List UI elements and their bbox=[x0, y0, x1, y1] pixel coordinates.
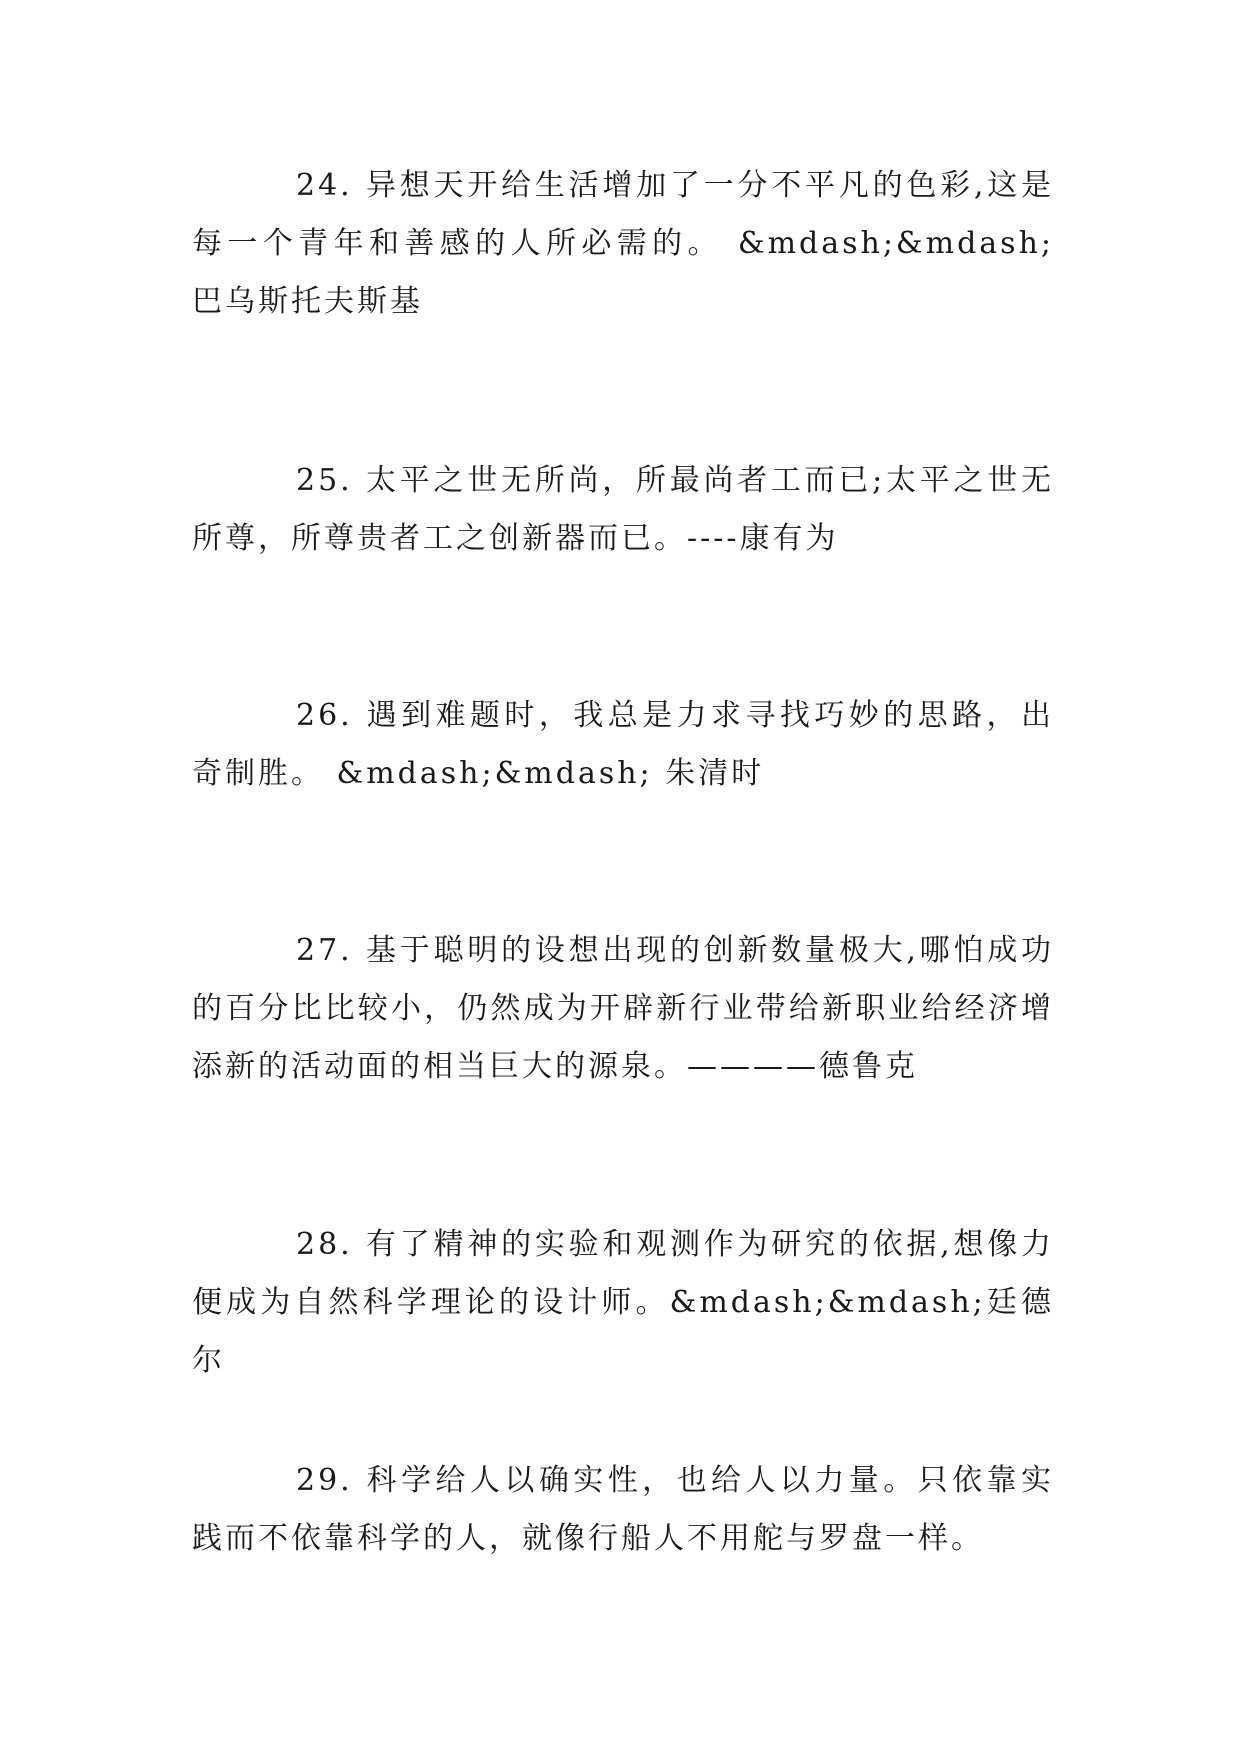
quote-24: 24. 异想天开给生活增加了一分不平凡的色彩,这是每一个青年和善感的人所必需的。 &mdash;&mdash; 巴乌斯托夫斯基 bbox=[192, 168, 1054, 319]
quote-28: 28. 有了精神的实验和观测作为研究的依据,想像力便成为自然科学理论的设计师。&mdash;&mdash;廷德尔 bbox=[192, 1227, 1054, 1378]
quote-26: 26. 遇到难题时，我总是力求寻找巧妙的思路，出奇制胜。 &mdash;&mdash; 朱清时 bbox=[192, 698, 1054, 791]
quote-29: 29. 科学给人以确实性，也给人以力量。只依靠实践而不依靠科学的人，就像行船人不用舵与罗盘一样。 bbox=[192, 1463, 1054, 1556]
quote-27: 27. 基于聪明的设想出现的创新数量极大,哪怕成功的百分比比较小，仍然成为开辟新行业带给新职业给经济增添新的活动面的相当巨大的源泉。————德鲁克 bbox=[192, 933, 1054, 1084]
quote-25: 25. 太平之世无所尚，所最尚者工而已;太平之世无所尊，所尊贵者工之创新器而已。----康有为 bbox=[192, 463, 1054, 556]
